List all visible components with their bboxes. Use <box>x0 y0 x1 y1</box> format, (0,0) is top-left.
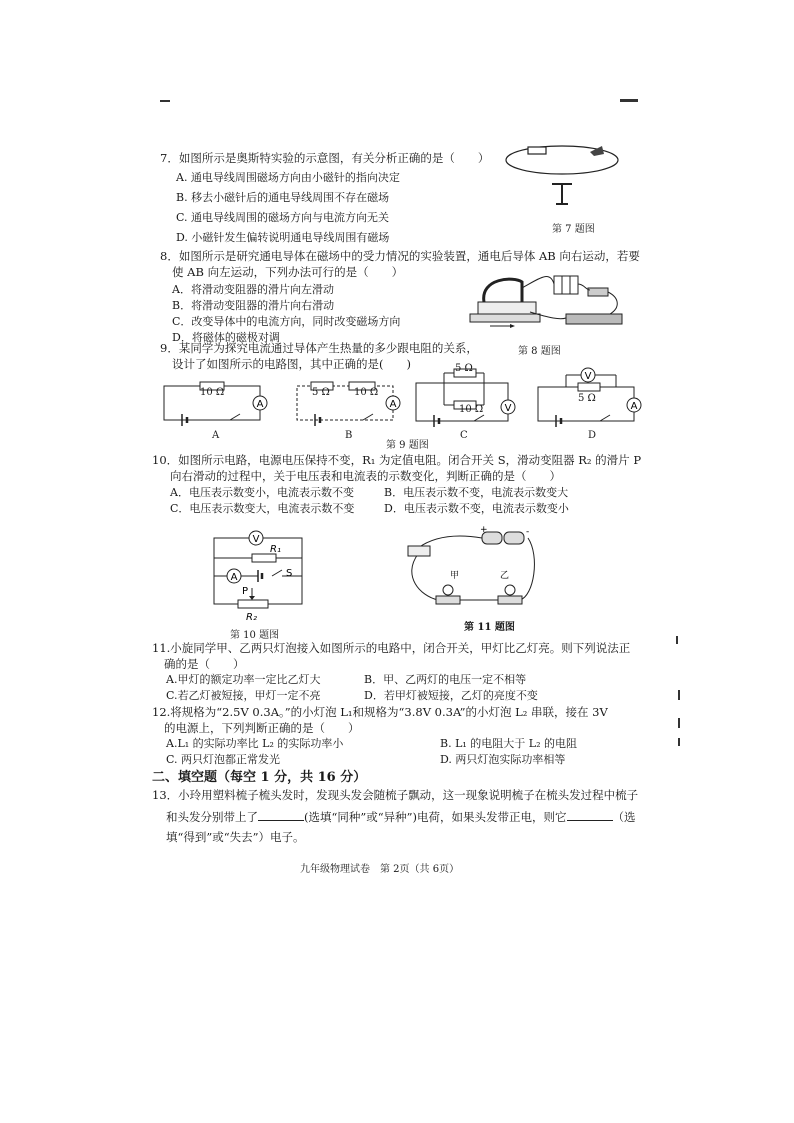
q10-voltmeter-label: V <box>252 534 260 545</box>
q8-option-c: C．改变导体中的电流方向，同时改变磁场方向 <box>172 315 401 328</box>
q10-r1-label: R₁ <box>270 544 281 555</box>
q7-option-a: A. 通电导线周围磁场方向由小磁针的指向决定 <box>176 171 400 184</box>
q9-label-a: A <box>212 430 220 441</box>
q11-yi-label: 乙 <box>500 571 510 581</box>
q13-line1: 13．小玲用塑料梳子梳头发时，发现头发会随梳子飘动，这一现象说明梳子在梳头发过程中梳子 <box>152 788 639 802</box>
q10-slider-label: P <box>242 586 249 597</box>
q9-label-d: D <box>588 430 597 441</box>
q12-stem-line1: 12.将规格为“2.5V 0.3A。”的小灯泡 L₁和规格为“3.8V 0.3A”的小灯泡 L₂ 串联，接在 3V <box>152 705 608 719</box>
q13-line2-part1: 和头发分别带上了 <box>166 810 258 824</box>
scan-mark-right <box>620 99 638 102</box>
q9-stem-line1: 9．某同学为探究电流通过导体产生热量的多少跟电阻的关系， <box>160 341 478 355</box>
q12-option-b: B. L₁ 的电阻大于 L₂ 的电阻 <box>440 737 577 750</box>
q7-option-b: B. 移去小磁针后的通电导线周围不存在磁场 <box>176 191 390 204</box>
q11-jia-label: 甲 <box>450 571 460 581</box>
q11-figure-caption: 第 11 题图 <box>464 622 515 633</box>
q10-stem-line2: 向右滑动的过程中，关于电压表和电流表的示数变化，判断正确的是（ ） <box>170 469 561 483</box>
q13-blank-2[interactable] <box>567 808 613 821</box>
q9-b-resistor-10-label: 10 Ω <box>354 387 379 398</box>
q12-option-c: C. 两只灯泡都正常发光 <box>166 753 281 766</box>
q9-circuit-b <box>293 378 405 428</box>
q8-stem-line1: 8．如图所示是研究通电导体在磁场中的受力情况的实验装置，通电后导体 AB 向右运动，若要 <box>160 249 640 263</box>
q7-stem: 7．如图所示是奥斯特实验的示意图，有关分析正确的是（ ） <box>160 151 490 165</box>
q10-r2-label: R₂ <box>246 612 257 623</box>
section-title: 二、填空题（每空 1 分，共 16 分） <box>152 770 367 785</box>
q11-stem-line2: 确的是（ ） <box>164 657 245 671</box>
q10-option-c: C．电压表示数变大，电流表示数不变 <box>170 502 355 515</box>
q8-option-b: B．将滑动变阻器的滑片向右滑动 <box>172 299 335 312</box>
q11-option-a: A.甲灯的额定功率一定比乙灯大 <box>166 673 321 686</box>
q9-c-voltmeter-label: V <box>504 403 512 414</box>
q9-label-b: B <box>345 430 353 441</box>
q9-d-resistor-label: 5 Ω <box>578 393 596 404</box>
q9-c-resistor-10-label: 10 Ω <box>459 404 484 415</box>
scan-mark-edge-2 <box>678 690 680 700</box>
q13-line2 <box>166 808 636 825</box>
q7-option-c: C. 通电导线周围的磁场方向与电流方向无关 <box>176 211 390 224</box>
q9-a-resistor-label: 10 Ω <box>200 387 225 398</box>
q8-option-a: A．将滑动变阻器的滑片向左滑动 <box>172 283 334 296</box>
q9-d-voltmeter-label: V <box>584 371 592 382</box>
q7-figure <box>500 138 630 218</box>
q10-ammeter-label: A <box>230 572 238 583</box>
scan-mark-edge-1 <box>676 636 678 644</box>
q13-blank-1[interactable] <box>258 808 304 821</box>
q10-switch-label: S <box>286 568 293 579</box>
q11-stem-line1: 11.小旋同学甲、乙两只灯泡接入如图所示的电路中，闭合开关，甲灯比乙灯亮。则下列说法正 <box>152 641 631 655</box>
q8-figure <box>470 268 630 338</box>
scan-mark-edge-3 <box>678 718 680 728</box>
q9-c-resistor-5-label: 5 Ω <box>455 363 473 374</box>
q10-figure <box>212 530 308 622</box>
q9-b-resistor-5-label: 5 Ω <box>312 387 330 398</box>
q9-circuit-c <box>414 365 524 427</box>
q9-d-ammeter-label: A <box>630 401 638 412</box>
q10-figure-caption: 第 10 题图 <box>230 630 280 641</box>
q13-line3: 填“得到”或“失去”）电子。 <box>166 830 305 844</box>
q9-b-ammeter-label: A <box>389 399 397 410</box>
q7-figure-caption: 第 7 题图 <box>552 224 595 235</box>
q9-label-c: C <box>460 430 468 441</box>
q8-option-d: D．将磁体的磁极对调 <box>172 331 280 344</box>
q8-figure-caption: 第 8 题图 <box>518 346 561 357</box>
scan-mark-left <box>160 100 170 102</box>
q11-plus-label: + <box>480 525 488 535</box>
q9-circuit-a <box>160 378 272 428</box>
q11-option-b: B．甲、乙两灯的电压一定不相等 <box>364 673 527 686</box>
q11-minus-label: - <box>526 527 530 537</box>
q9-figure-caption: 第 9 题图 <box>386 440 429 451</box>
q13-line2-part2: (选填“同种”或“异种”)电荷，如果头发带正电，则它 <box>304 810 567 824</box>
q9-a-ammeter-label: A <box>256 399 264 410</box>
q10-option-b: B．电压表示数不变，电流表示数变大 <box>384 486 569 499</box>
q11-option-d: D．若甲灯被短接，乙灯的亮度不变 <box>364 689 538 702</box>
q11-figure <box>400 526 540 616</box>
q12-option-d: D. 两只灯泡实际功率相等 <box>440 753 566 766</box>
q7-option-d: D. 小磁针发生偏转说明通电导线周围有磁场 <box>176 231 390 244</box>
page-footer: 九年级物理试卷 第 2页（共 6页） <box>300 864 460 875</box>
q12-stem-line2: 的电源上，下列判断正确的是（ ） <box>164 721 360 735</box>
scan-mark-edge-4 <box>678 738 680 746</box>
q12-option-a: A.L₁ 的实际功率比 L₂ 的实际功率小 <box>166 737 344 750</box>
q10-option-d: D．电压表示数不变，电流表示数变小 <box>384 502 569 515</box>
q9-stem-line2: 设计了如图所示的电路图，其中正确的是( ) <box>172 357 411 371</box>
q13-line2-part3: （选 <box>612 810 636 824</box>
q8-stem-line2: 使 AB 向左运动，下列办法可行的是（ ） <box>172 265 404 279</box>
q10-option-a: A．电压表示数变小，电流表示数不变 <box>170 486 354 499</box>
q10-stem-line1: 10．如图所示电路，电源电压保持不变，R₁ 为定值电阻。闭合开关 S，滑动变阻器 R₂ 的滑片 P <box>152 453 642 467</box>
q11-option-c: C.若乙灯被短接，甲灯一定不亮 <box>166 689 321 702</box>
